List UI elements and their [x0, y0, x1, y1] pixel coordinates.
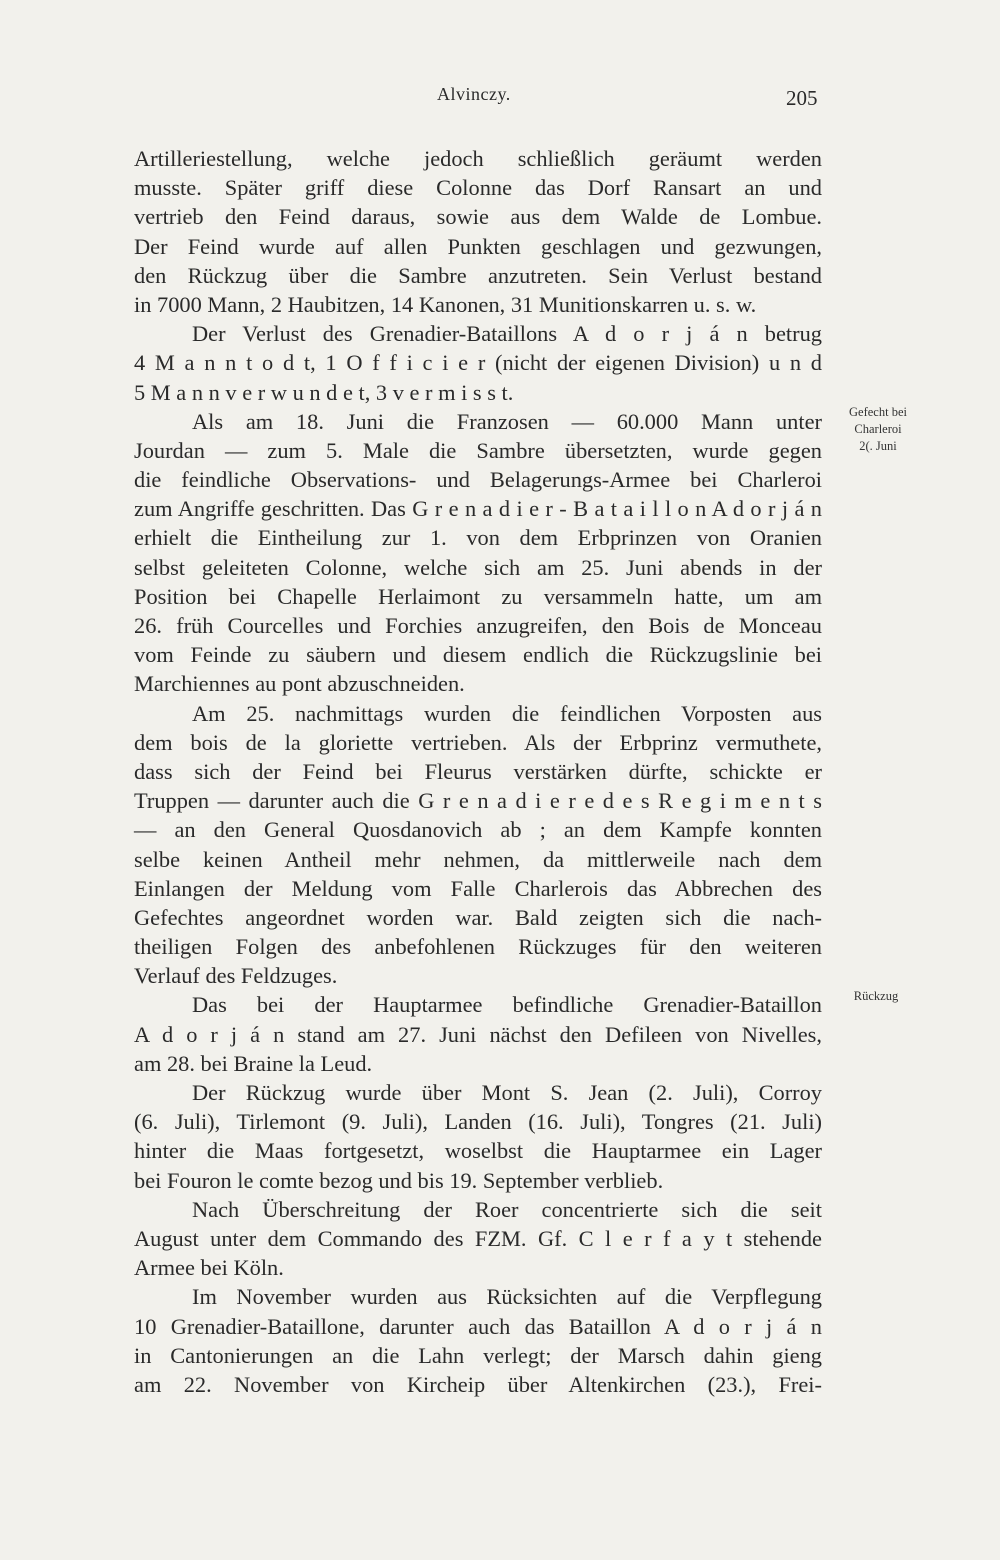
text-line: Als am 18. Juni die Franzosen — 60.000 Mann unter [192, 408, 822, 434]
text-line: Verlauf des Feldzuges. [134, 963, 338, 989]
text-line: selbe keinen Antheil mehr nehmen, da mittlerweile nach dem [134, 846, 822, 872]
page-number: 205 [786, 86, 818, 110]
text-line: Marchiennes au pont abzuschneiden. [134, 671, 465, 697]
margin-note-line: Charleroi [854, 422, 902, 436]
text-line: Der Feind wurde auf allen Punkten geschlagen und gezwungen, [134, 233, 822, 259]
margin-note-gefecht [838, 404, 918, 455]
text-line: am 28. bei Braine la Leud. [134, 1050, 373, 1076]
text-line: Am 25. nachmittags wurden die feindlichen Vorposten aus [192, 700, 822, 726]
text-line: die feindliche Observations- und Belagerungs-Armee bei Charleroi [134, 467, 822, 493]
text-line: Nach Überschreitung der Roer concentrierte sich die seit [192, 1196, 822, 1222]
text-line: 4 M a n n t o d t, 1 O f f i c i e r (nicht der eigenen Division) u n d [134, 350, 822, 376]
text-line: selbst geleiteten Colonne, welche sich am 25. Juni abends in der [134, 554, 822, 580]
margin-note-line: Gefecht bei [849, 405, 907, 419]
text-line: in 7000 Mann, 2 Haubitzen, 14 Kanonen, 31 Munitionskarren u. s. w. [134, 291, 757, 317]
text-line: erhielt die Eintheilung zur 1. von dem Erbprinzen von Oranien [134, 525, 822, 551]
text-line: Der Rückzug wurde über Mont S. Jean (2. Juli), Corroy [192, 1080, 822, 1105]
text-line: in Cantonierungen an die Lahn verlegt; der Marsch dahin gieng [134, 1342, 822, 1368]
text-line: dass sich der Feind bei Fleurus verstärken dürfte, schickte er [134, 758, 822, 784]
text-line: am 22. November von Kircheip über Altenkirchen (23.), Frei- [134, 1371, 822, 1397]
text-line: 26. früh Courcelles und Forchies anzugreifen, den Bois de Monceau [134, 613, 822, 638]
text-line: (6. Juli), Tirlemont (9. Juli), Landen (16. Juli), Tongres (21. Juli) [134, 1109, 822, 1135]
text-line: Der Verlust des Grenadier-Bataillons A d o r j á n betrug [192, 321, 822, 347]
text-line: vertrieb den Feind daraus, sowie aus dem Walde de Lombue. [134, 204, 822, 230]
text-line: Armee bei Köln. [134, 1255, 284, 1281]
text-line: Truppen — darunter auch die G r e n a d i e r e d e s R e g i m e n t s [134, 788, 822, 814]
text-line: theiligen Folgen des anbefohlenen Rückzuges für den weiteren [134, 934, 822, 960]
text-line: Position bei Chapelle Herlaimont zu versammeln hatte, um am [134, 583, 822, 609]
text-line: bei Fouron le comte bezog und bis 19. September verblieb. [134, 1167, 664, 1193]
text-line: dem bois de la gloriette vertrieben. Als der Erbprinz vermuthete, [134, 729, 822, 755]
text-line: 10 Grenadier-Bataillone, darunter auch das Bataillon A d o r j á n [134, 1313, 822, 1339]
text-line: Jourdan — zum 5. Male die Sambre übersetzten, wurde gegen [134, 437, 822, 463]
text-line: zum Angriffe geschritten. Das G r e n a d i e r - B a t a i l l o n A d o r j á n [134, 496, 822, 522]
text-line: musste. Später griff diese Colonne das Dorf Ransart an und [134, 175, 822, 201]
text-line: Gefechtes angeordnet worden war. Bald zeigten sich die nach- [134, 904, 822, 930]
text-line: 5 M a n n v e r w u n d e t, 3 v e r m i s s t. [134, 379, 514, 405]
text-line: Das bei der Hauptarmee befindliche Grenadier-Bataillon [192, 992, 822, 1018]
text-line: vom Feinde zu säubern und diesem endlich die Rückzugslinie bei [134, 642, 822, 668]
margin-note-line: 2(. Juni [859, 439, 897, 453]
text-line: hinter die Maas fortgesetzt, woselbst die Hauptarmee ein Lager [134, 1138, 822, 1164]
text-line: Einlangen der Meldung vom Falle Charlerois das Abbrechen des [134, 875, 822, 901]
text-line: August unter dem Commando des FZM. Gf. C l e r f a y t stehende [134, 1225, 822, 1251]
text-line: — an den General Quosdanovich ab ; an dem Kampfe konnten [134, 817, 822, 843]
running-header-title: Alvinczy. [437, 84, 511, 104]
margin-note-rueckzug: Rückzug [853, 989, 899, 1003]
body-text [134, 144, 822, 1399]
text-line: den Rückzug über die Sambre anzutreten. Sein Verlust bestand [134, 262, 822, 288]
text-line: A d o r j á n stand am 27. Juni nächst den Defileen von Nivelles, [134, 1021, 822, 1047]
text-line: Artilleriestellung, welche jedoch schließlich geräumt werden [134, 146, 822, 171]
text-line: Im November wurden aus Rücksichten auf die Verpflegung [192, 1284, 822, 1310]
